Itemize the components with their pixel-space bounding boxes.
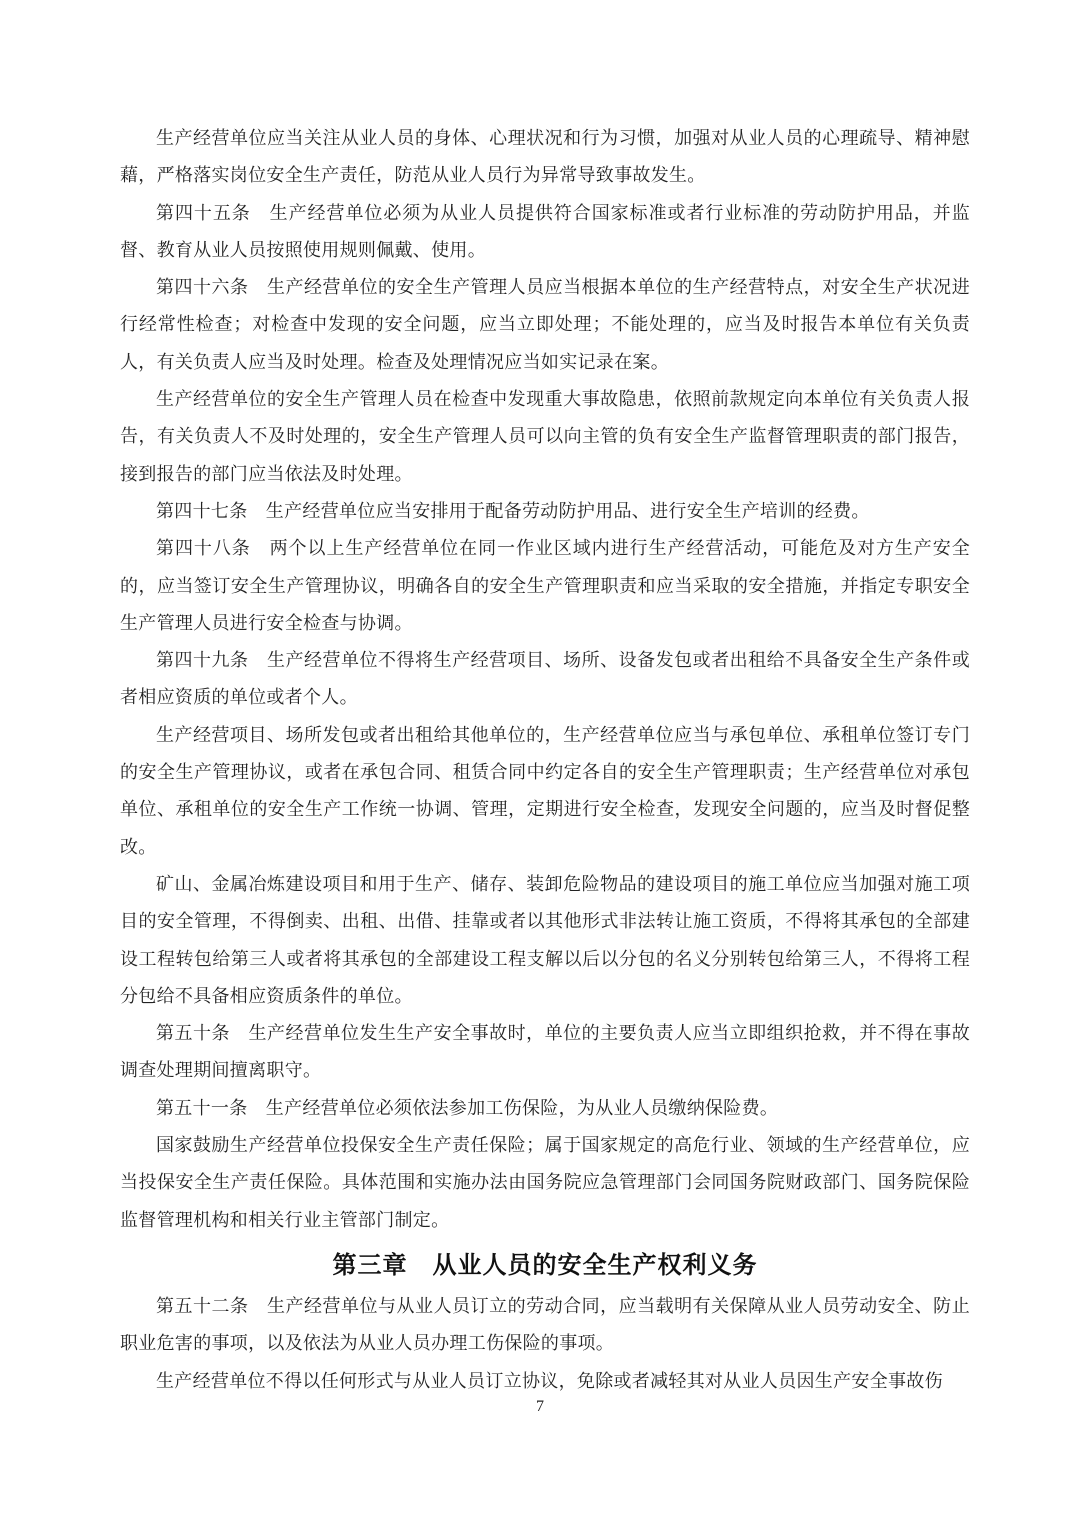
document-body [120,120,970,1400]
paragraph: 生产经营单位的安全生产管理人员在检查中发现重大事故隐患，依照前款规定向本单位有关负责人报告，有关负责人不及时处理的，安全生产管理人员可以向主管的负有安全生产监督管理职责的部门报告，接到报告的部门应当依法及时处理。 [120,389,970,485]
paragraph-article-46: 第四十六条 生产经营单位的安全生产管理人员应当根据本单位的生产经营特点，对安全生产状况进行经常性检查；对检查中发现的安全问题，应当立即处理；不能处理的，应当及时报告本单位有关负责人，有关负责人应当及时处理。检查及处理情况应当如实记录在案。 [120,277,970,373]
paragraph: 生产经营单位不得以任何形式与从业人员订立协议，免除或者减轻其对从业人员因生产安全事故伤 [156,1370,943,1392]
paragraph-article-51: 第五十一条 生产经营单位必须依法参加工伤保险，为从业人员缴纳保险费。 [156,1097,779,1119]
paragraph-article-47: 第四十七条 生产经营单位应当安排用于配备劳动防护用品、进行安全生产培训的经费。 [156,500,870,522]
paragraph: 矿山、金属冶炼建设项目和用于生产、储存、装卸危险物品的建设项目的施工单位应当加强对施工项目的安全管理，不得倒卖、出租、出借、挂靠或者以其他形式非法转让施工资质，不得将其承包的全部建设工程转包给第三人或者将其承包的全部建设工程支解以后以分包的名义分别转包给第三人，不得将工程分包给不具备相应资质条件的单位。 [120,873,970,1007]
chapter-title: 第三章 从业人员的安全生产权利义务 [332,1250,758,1279]
paragraph-article-52: 第五十二条 生产经营单位与从业人员订立的劳动合同，应当载明有关保障从业人员劳动安全、防止职业危害的事项，以及依法为从业人员办理工伤保险的事项。 [120,1295,970,1355]
paragraph: 国家鼓励生产经营单位投保安全生产责任保险；属于国家规定的高危行业、领域的生产经营单位，应当投保安全生产责任保险。具体范围和实施办法由国务院应急管理部门会同国务院财政部门、国务院保险监督管理机构和相关行业主管部门制定。 [120,1135,970,1231]
paragraph-article-50: 第五十条 生产经营单位发生生产安全事故时，单位的主要负责人应当立即组织抢救，并不得在事故调查处理期间擅离职守。 [120,1023,970,1082]
paragraph: 生产经营项目、场所发包或者出租给其他单位的，生产经营单位应当与承包单位、承租单位签订专门的安全生产管理协议，或者在承包合同、租赁合同中约定各自的安全生产管理职责；生产经营单位对承包单位、承租单位的安全生产工作统一协调、管理，定期进行安全检查，发现安全问题的，应当及时督促整改。 [120,724,970,858]
paragraph-article-45: 第四十五条 生产经营单位必须为从业人员提供符合国家标准或者行业标准的劳动防护用品，并监督、教育从业人员按照使用规则佩戴、使用。 [120,202,970,261]
page-number: 7 [536,1398,544,1415]
paragraph: 生产经营单位应当关注从业人员的身体、心理状况和行为习惯，加强对从业人员的心理疏导、精神慰藉，严格落实岗位安全生产责任，防范从业人员行为异常导致事故发生。 [120,128,970,187]
paragraph-article-48: 第四十八条 两个以上生产经营单位在同一作业区域内进行生产经营活动，可能危及对方生产安全的，应当签订安全生产管理协议，明确各自的安全生产管理职责和应当采取的安全措施，并指定专职安全生产管理人员进行安全检查与协调。 [120,538,970,634]
paragraph-article-49: 第四十九条 生产经营单位不得将生产经营项目、场所、设备发包或者出租给不具备安全生产条件或者相应资质的单位或者个人。 [120,650,970,709]
